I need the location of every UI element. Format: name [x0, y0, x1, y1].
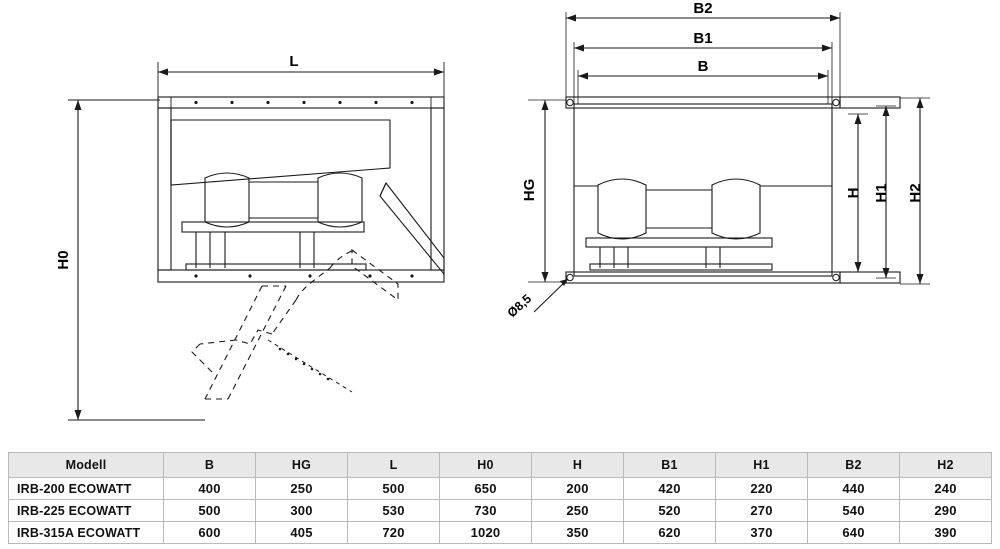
- cell-B2: 440: [808, 478, 900, 500]
- table-row: [9, 522, 992, 544]
- dimensions-table-wrapper: [8, 452, 992, 544]
- header-H1: H1: [716, 453, 808, 478]
- cell-L: 530: [348, 500, 440, 522]
- hole-callout: [534, 279, 568, 312]
- cell-H2: 240: [900, 478, 992, 500]
- label-H2: H2: [907, 183, 924, 203]
- dimension-B: [578, 70, 828, 104]
- cell-B: 600: [164, 522, 256, 544]
- cell-H0: 650: [440, 478, 532, 500]
- cell-HG: 300: [256, 500, 348, 522]
- label-L: L: [289, 53, 299, 70]
- cell-H0: 1020: [440, 522, 532, 544]
- cell-B1: 620: [624, 522, 716, 544]
- right-front-view: [528, 12, 930, 312]
- cell-B: 500: [164, 500, 256, 522]
- cell-L: 500: [348, 478, 440, 500]
- header-HG: HG: [256, 453, 348, 478]
- label-B1: B1: [693, 30, 713, 47]
- cell-H: 350: [532, 522, 624, 544]
- header-L: L: [348, 453, 440, 478]
- cell-B: 400: [164, 478, 256, 500]
- header-H: H: [532, 453, 624, 478]
- label-B2: B2: [693, 0, 713, 17]
- table-header-row: [9, 453, 992, 478]
- header-model: Modell: [9, 453, 164, 478]
- cell-HG: 250: [256, 478, 348, 500]
- label-B: B: [697, 58, 709, 75]
- cell-H2: 290: [900, 500, 992, 522]
- cell-model: IRB-200 ECOWATT: [9, 478, 164, 500]
- table-row: [9, 478, 992, 500]
- cell-H1: 270: [716, 500, 808, 522]
- dimensions-table: [8, 452, 992, 544]
- label-HG: HG: [521, 178, 538, 202]
- cell-B1: 420: [624, 478, 716, 500]
- header-H0: H0: [440, 453, 532, 478]
- cell-H1: 220: [716, 478, 808, 500]
- header-B1: B1: [624, 453, 716, 478]
- left-side-view: [68, 62, 444, 420]
- cell-H0: 730: [440, 500, 532, 522]
- cell-H: 200: [532, 478, 624, 500]
- cell-L: 720: [348, 522, 440, 544]
- header-B: B: [164, 453, 256, 478]
- cell-model: IRB-315A ECOWATT: [9, 522, 164, 544]
- cell-model: IRB-225 ECOWATT: [9, 500, 164, 522]
- cell-H: 250: [532, 500, 624, 522]
- dimension-H0: [68, 100, 205, 420]
- cell-B2: 540: [808, 500, 900, 522]
- label-H1: H1: [873, 183, 890, 203]
- header-B2: B2: [808, 453, 900, 478]
- cell-HG: 405: [256, 522, 348, 544]
- label-H: H: [845, 187, 862, 199]
- dimension-B2: [566, 12, 840, 100]
- dimension-L: [158, 62, 444, 100]
- table-row: [9, 500, 992, 522]
- label-hole-diameter: Ø8,5: [504, 291, 535, 321]
- cell-B2: 640: [808, 522, 900, 544]
- cell-H2: 390: [900, 522, 992, 544]
- cell-B1: 520: [624, 500, 716, 522]
- label-H0: H0: [55, 250, 72, 270]
- cell-H1: 370: [716, 522, 808, 544]
- header-H2: H2: [900, 453, 992, 478]
